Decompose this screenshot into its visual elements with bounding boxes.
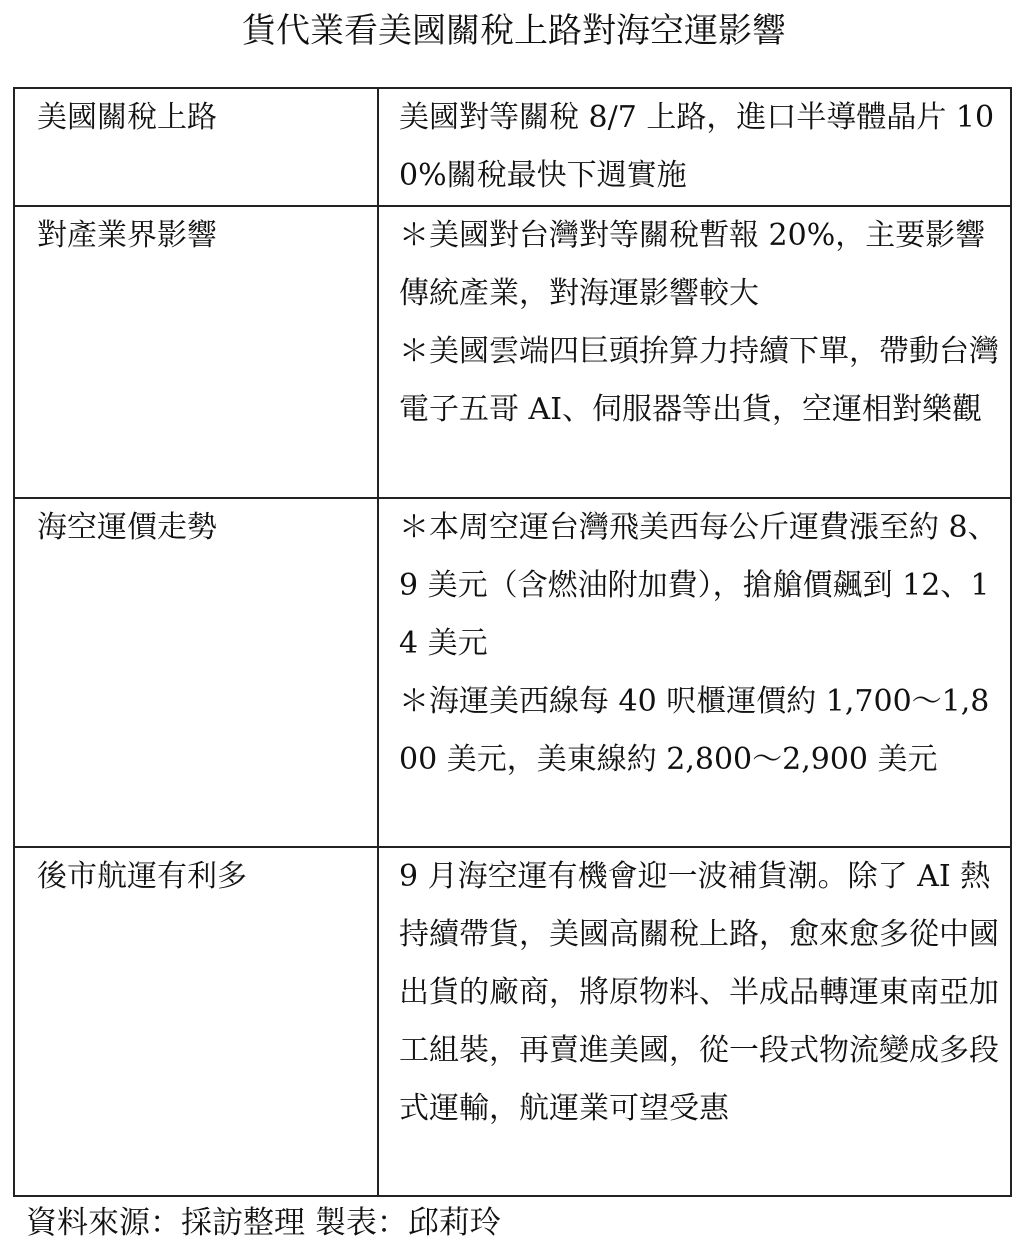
row-label: 對產業界影響 (14, 206, 378, 498)
table-title: 貨代業看美國關稅上路對海空運影響 (242, 11, 786, 51)
table-row (14, 847, 1011, 1196)
table-row (14, 88, 1011, 206)
row-label: 後市航運有利多 (14, 847, 378, 1196)
source-credit: 資料來源：採訪整理 製表：邱莉玲 (26, 1205, 501, 1241)
row-content (378, 88, 1011, 206)
info-table (13, 87, 1012, 1197)
row-content (378, 847, 1011, 1196)
content-paragraph: ＊本周空運台灣飛美西每公斤運費漲至約 8、9 美元（含燃油附加費），搶艙價飆到 12、14 美元 (399, 510, 998, 661)
content-paragraph: ＊美國對台灣對等關稅暫報 20%，主要影響傳統產業，對海運影響較大 (399, 218, 986, 311)
row-content (378, 206, 1011, 498)
content-paragraph: ＊海運美西線每 40 呎櫃運價約 1,700～1,800 美元，美東線約 2,800～2,900 美元 (399, 684, 990, 777)
row-label: 海空運價走勢 (14, 498, 378, 847)
row-content (378, 498, 1011, 847)
content-paragraph: ＊美國雲端四巨頭拚算力持續下單，帶動台灣電子五哥 AI、伺服器等出貨，空運相對樂觀 (399, 334, 999, 427)
table-row (14, 206, 1011, 498)
table-row (14, 498, 1011, 847)
content-paragraph: 9 月海空運有機會迎一波補貨潮。除了 AI 熱持續帶貨，美國高關稅上路，愈來愈多從中國出貨的廠商，將原物料、半成品轉運東南亞加工組裝，再賣進美國，從一段式物流變成多段式運輸，航運業可望受惠 (399, 859, 999, 1126)
row-label: 美國關稅上路 (14, 88, 378, 206)
content-paragraph: 美國對等關稅 8/7 上路，進口半導體晶片 100%關稅最快下週實施 (399, 100, 995, 193)
